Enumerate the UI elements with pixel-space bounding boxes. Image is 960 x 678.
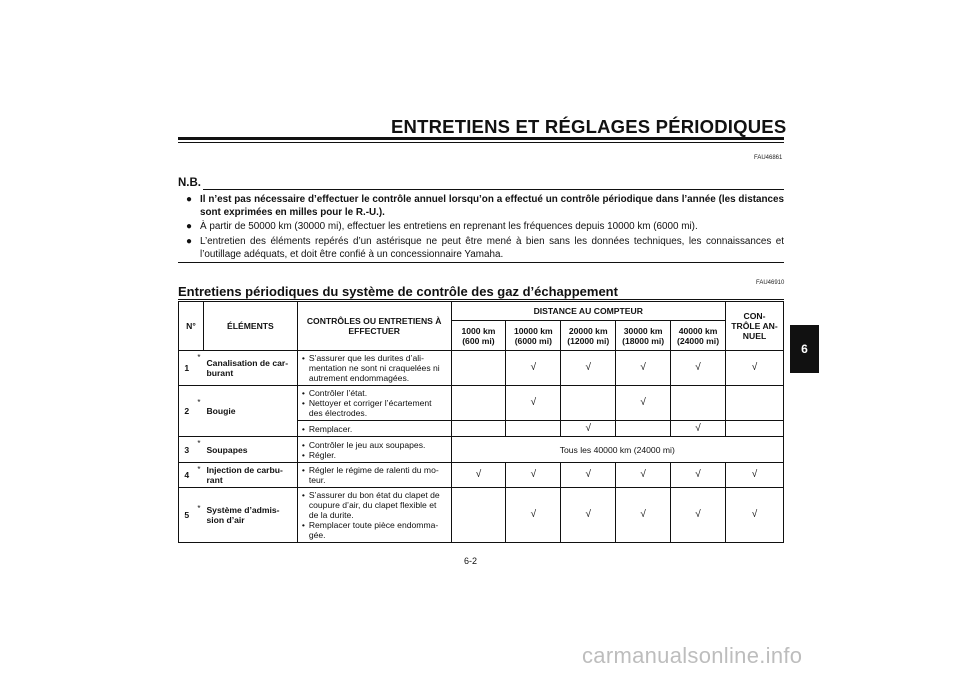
check-mark: √ bbox=[506, 386, 561, 421]
nb-rule bbox=[203, 189, 784, 190]
table-row: 2 * Bougie • Contrôler l’état. • Nettoyer et corriger l’écartement des électrodes. √ √ bbox=[179, 386, 784, 421]
check-mark: √ bbox=[671, 421, 726, 437]
header-distance-20000: 20000 km (12000 mi) bbox=[561, 321, 616, 351]
check-mark: √ bbox=[726, 488, 784, 543]
check-mark: √ bbox=[671, 351, 726, 386]
page-title: ENTRETIENS ET RÉGLAGES PÉRIODIQUES bbox=[391, 116, 787, 137]
nb-end-rule bbox=[178, 262, 784, 263]
nb-item: ● Il n’est pas nécessaire d’effectuer le contrôle annuel lorsqu’on a effectué un contrôle périodique dans l’année (les distances sont exprimées en milles pour le R.-U.). bbox=[186, 194, 784, 219]
table-row: 5 * Système d’admis-sion d’air • S’assurer du bon état du clapet de coupure d’air, du clapet flexible et de la durite. • Remplacer toute pièce endomma-gée. √ √ √ √ √ bbox=[179, 488, 784, 543]
section-code: FAU46910 bbox=[756, 280, 785, 286]
check-mark: √ bbox=[561, 351, 616, 386]
header-distance: DISTANCE AU COMPTEUR bbox=[451, 302, 726, 321]
check-mark: √ bbox=[506, 351, 561, 386]
maintenance-table bbox=[178, 301, 784, 543]
table-row: 3 * Soupapes • Contrôler le jeu aux soupapes. • Régler. Tous les 40000 km (24000 mi) bbox=[179, 437, 784, 463]
chapter-tab: 6 bbox=[790, 325, 819, 373]
header-rule-thin bbox=[178, 142, 784, 143]
check-mark: √ bbox=[561, 463, 616, 488]
check-mark: √ bbox=[561, 421, 616, 437]
watermark: carmanualsonline.info bbox=[582, 643, 803, 668]
check-mark: √ bbox=[506, 463, 561, 488]
check-mark: √ bbox=[561, 488, 616, 543]
section-rule bbox=[178, 299, 784, 300]
header-distance-30000: 30000 km (18000 mi) bbox=[616, 321, 671, 351]
check-mark: √ bbox=[671, 463, 726, 488]
check-mark: √ bbox=[616, 386, 671, 421]
header-distance-1000: 1000 km (600 mi) bbox=[451, 321, 506, 351]
check-mark: √ bbox=[726, 351, 784, 386]
bullet-icon: ● bbox=[186, 221, 193, 233]
check-mark: √ bbox=[506, 488, 561, 543]
table-row: 4 * Injection de carbu-rant • Régler le régime de ralenti du mo-teur. √ √ √ √ √ √ bbox=[179, 463, 784, 488]
section-title: Entretiens périodiques du système de contrôle des gaz d’échappement bbox=[178, 284, 618, 299]
header-elements: ÉLÉMENTS bbox=[203, 302, 297, 351]
check-mark: √ bbox=[616, 488, 671, 543]
bullet-icon: ● bbox=[186, 194, 193, 205]
page-number: 6-2 bbox=[464, 556, 478, 566]
check-mark: √ bbox=[671, 488, 726, 543]
check-mark: √ bbox=[616, 463, 671, 488]
nb-item: ● À partir de 50000 km (30000 mi), effectuer les entretiens en reprenant les fréquences depuis 10000 km (6000 mi). bbox=[186, 221, 698, 233]
header-no: N° bbox=[179, 302, 204, 351]
nb-list bbox=[186, 193, 784, 262]
nb-label: N.B. bbox=[178, 177, 201, 189]
header-distance-10000: 10000 km (6000 mi) bbox=[506, 321, 561, 351]
table-row: • Remplacer. √ √ bbox=[179, 421, 784, 437]
header-distance-40000: 40000 km (24000 mi) bbox=[671, 321, 726, 351]
check-mark: √ bbox=[451, 463, 506, 488]
check-mark: √ bbox=[726, 463, 784, 488]
header-annual: CON-TRÔLE AN-NUEL bbox=[726, 302, 784, 351]
nb-code: FAU46861 bbox=[754, 155, 783, 161]
nb-item: ● L’entretien des éléments repérés d’un astérisque ne peut être mené à bien sans les données techniques, les connaissances et l’outillage adéquats, et doit être confié à un concessionnaire Yamaha. bbox=[186, 235, 784, 260]
table-row: 1 * Canalisation de car-burant • S’assurer que les durites d’ali-mentation ne sont ni craquelées ni autrement endommagées. √ √ √ √ √ bbox=[179, 351, 784, 386]
header-controls: CONTRÔLES OU ENTRETIENS À EFFECTUER bbox=[297, 302, 451, 351]
bullet-icon: ● bbox=[186, 235, 193, 247]
header-rule-thick bbox=[178, 137, 784, 140]
interval-text: Tous les 40000 km (24000 mi) bbox=[451, 437, 784, 463]
check-mark: √ bbox=[616, 351, 671, 386]
